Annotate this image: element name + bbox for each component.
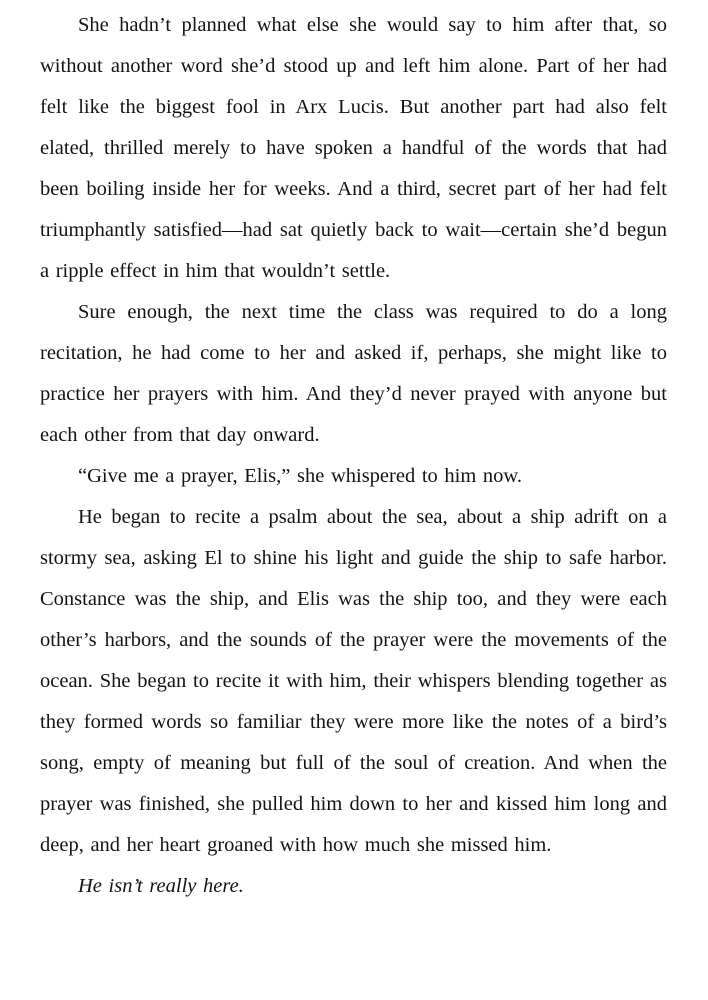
paragraph-dialogue: “Give me a prayer, Elis,” she whispered to him now. bbox=[78, 465, 522, 487]
paragraph: Sure enough, the next time the class was required to do a long recitation, he had come to her and asked if, perhaps, she might like to practice her prayers with him. And they’d never prayed with anyone but each other from that day onward. bbox=[40, 301, 667, 446]
paragraph: He began to recite a psalm about the sea, about a ship adrift on a stormy sea, asking El to shine his light and guide the ship to safe harbor. Constance was the ship, and Elis was the ship too, and they were each other’s harbors, and the sounds of the prayer were the movements of the ocean. She began to recite it with him, their whispers blending together as they formed words so familiar they were more like the notes of a bird’s song, empty of meaning but full of the soul of creation. And when the prayer was finished, she pulled him down to her and kissed him long and deep, and her heart groaned with how much she missed him. bbox=[40, 506, 667, 856]
paragraph-italic-thought: He isn’t really here. bbox=[78, 875, 244, 897]
paragraph: She hadn’t planned what else she would say to him after that, so without another word she’d stood up and left him alone. Part of her had felt like the biggest fool in Arx Lucis. But another part had also felt elated, thrilled merely to have spoken a handful of the words that had been boiling inside her for weeks. And a third, secret part of her had felt triumphantly satisfied—had sat quietly back to wait—certain she’d begun a ripple effect in him that wouldn’t settle. bbox=[40, 14, 667, 282]
